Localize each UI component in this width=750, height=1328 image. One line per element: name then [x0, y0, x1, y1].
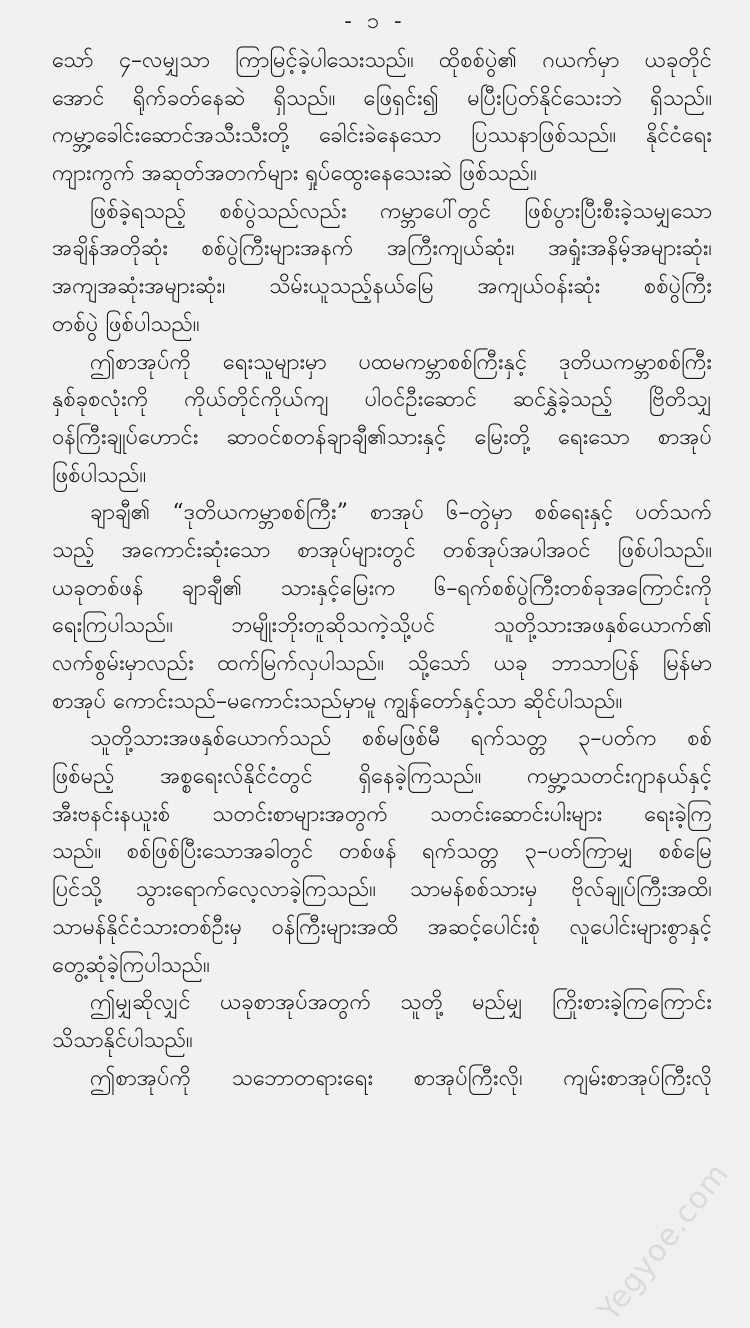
- text-line: အီးဗနင်းနယူးစ် သတင်းစာများအတွက် သတင်းဆောင်းပါးများ ရေးခဲ့ကြ: [52, 801, 712, 827]
- text-line: သော် ၄–လမျှသာ ကြာမြင့်ခဲ့ပါသေးသည်။ ထိုစစ်ပွဲ၏ ဂယက်မှာ ယခုတိုင်: [52, 48, 712, 73]
- text-line: ဖြစ်ပါသည်။: [52, 462, 147, 488]
- text-line: ဤစာအုပ်ကို သဘောတရားရေး စာအုပ်ကြီးလို၊ ကျမ်းစာအုပ်ကြီးလို: [90, 1065, 712, 1091]
- text-line: ကျားကွက် အဆုတ်အတက်များ ရှုပ်ထွေးနေသေးဆဲ ဖြစ်သည်။: [52, 161, 537, 187]
- text-line: ယခုတစ်ဖန် ချာချီ၏ သားနှင့်မြေးက ၆–ရက်စစ်ပွဲကြီးတစ်ခုအကြောင်းကို: [52, 575, 712, 601]
- text-line: သိသာနိုင်ပါသည်။: [52, 1027, 193, 1053]
- page-number: - ၁ -: [344, 9, 406, 34]
- text-line: သည်။ စစ်ဖြစ်ပြီးသောအခါတွင် တစ်ဖန် ရက်သတ္တ ၃–ပတ်ကြာမျှ စစ်မြေ: [52, 839, 712, 865]
- text-line: စာအုပ် ကောင်းသည်–မကောင်းသည်မှာမူ ကျွန်တော်နှင့်သာ ဆိုင်ပါသည်။: [52, 688, 623, 714]
- text-line: ပြင်သို့ သွားရောက်လေ့လာခဲ့ကြသည်။ သာမန်စစ်သားမှ ဗိုလ်ချုပ်ကြီးအထိ၊: [52, 877, 712, 903]
- text-line: ကမ္ဘာ့ခေါင်းဆောင်အသီးသီးတို့ ခေါင်းခဲနေသော ပြဿနာဖြစ်သည်။ နိုင်ငံရေး: [52, 123, 712, 149]
- body-text: [52, 42, 712, 1097]
- text-line: ဤစာအုပ်ကို ရေးသူများမှာ ပထမကမ္ဘာစစ်ကြီးနှင့် ဒုတိယကမ္ဘာစစ်ကြီး: [90, 349, 712, 375]
- watermark: Yegyoe.com: [591, 1156, 736, 1328]
- text-line: ဤမျှဆိုလျှင် ယခုစာအုပ်အတွက် သူတို့ မည်မျှ ကြိုးစားခဲ့ကြကြောင်း: [90, 990, 712, 1016]
- text-line: အချိန်အတိုဆုံး စစ်ပွဲကြီးများအနက် အကြီးကျယ်ဆုံး၊ အရှုံးအနိမ့်အများဆုံး၊: [52, 236, 712, 262]
- paragraph: [52, 193, 712, 344]
- text-line: အကျအဆုံးအများဆုံး၊ သိမ်းယူသည့်နယ်မြေ အကျယ်ဝန်းဆုံး စစ်ပွဲကြီး: [52, 274, 712, 300]
- text-line: ဝန်ကြီးချုပ်ဟောင်း ဆာဝင်စတန်ချာချီ၏သားနှင့် မြေးတို့ ရေးသော စာအုပ်: [52, 424, 712, 450]
- paragraph: [52, 720, 712, 984]
- text-line: တစ်ပွဲ ဖြစ်ပါသည်။: [52, 311, 200, 337]
- text-line: ရေးကြပါသည်။ ဘမျိုးဘိုးတူဆိုသကဲ့သို့ပင် သူတို့သားအဖနှစ်ယောက်၏: [52, 613, 712, 639]
- paragraph: [52, 344, 712, 495]
- paragraph: [52, 42, 712, 193]
- paragraph: [52, 984, 712, 1059]
- text-line: ဖြစ်ခဲ့ရသည့် စစ်ပွဲသည်လည်း ကမ္ဘာပေါ်တွင် ဖြစ်ပွားပြီးစီးခဲ့သမျှသော: [90, 198, 712, 224]
- paragraph: [52, 494, 712, 720]
- text-line: သည့် အကောင်းဆုံးသော စာအုပ်များတွင် တစ်အုပ်အပါအဝင် ဖြစ်ပါသည်။: [52, 537, 712, 563]
- text-line: ချာချီ၏ “ဒုတိယကမ္ဘာစစ်ကြီး” စာအုပ် ၆–တွဲမှာ စစ်ရေးနှင့် ပတ်သက်: [90, 500, 712, 526]
- paragraph: [52, 1060, 712, 1098]
- text-line: ဖြစ်မည့် အစ္စရေးလ်နိုင်ငံတွင် ရှိနေခဲ့ကြသည်။ ကမ္ဘာ့သတင်းဂျာနယ်နှင့်: [52, 764, 712, 790]
- text-line: တွေ့ဆုံခဲ့ကြပါသည်။: [52, 952, 210, 978]
- text-line: နှစ်ခုစလုံးကို ကိုယ်တိုင်ကိုယ်ကျ ပါဝင်ဦးဆောင် ဆင်နွှဲခဲ့သည့် ဗြိတိသျှ: [52, 387, 712, 413]
- text-line: သာမန်နိုင်ငံသားတစ်ဦးမှ ဝန်ကြီးများအထိ အဆင့်ပေါင်းစုံ လူပေါင်းများစွာနှင့်: [52, 914, 712, 940]
- text-line: အောင် ရိုက်ခတ်နေဆဲ ရှိသည်။ ဖြေရှင်း၍ မပြီးပြတ်နိုင်သေးဘဲ ရှိသည်။: [52, 85, 712, 111]
- text-line: လက်စွမ်းမှာလည်း ထက်မြက်လှပါသည်။ သို့သော် ယခု ဘာသာပြန် မြန်မာ: [52, 651, 712, 676]
- text-line: သူတို့သားအဖနှစ်ယောက်သည် စစ်မဖြစ်မီ ရက်သတ္တ ၃–ပတ်က စစ်: [90, 726, 712, 752]
